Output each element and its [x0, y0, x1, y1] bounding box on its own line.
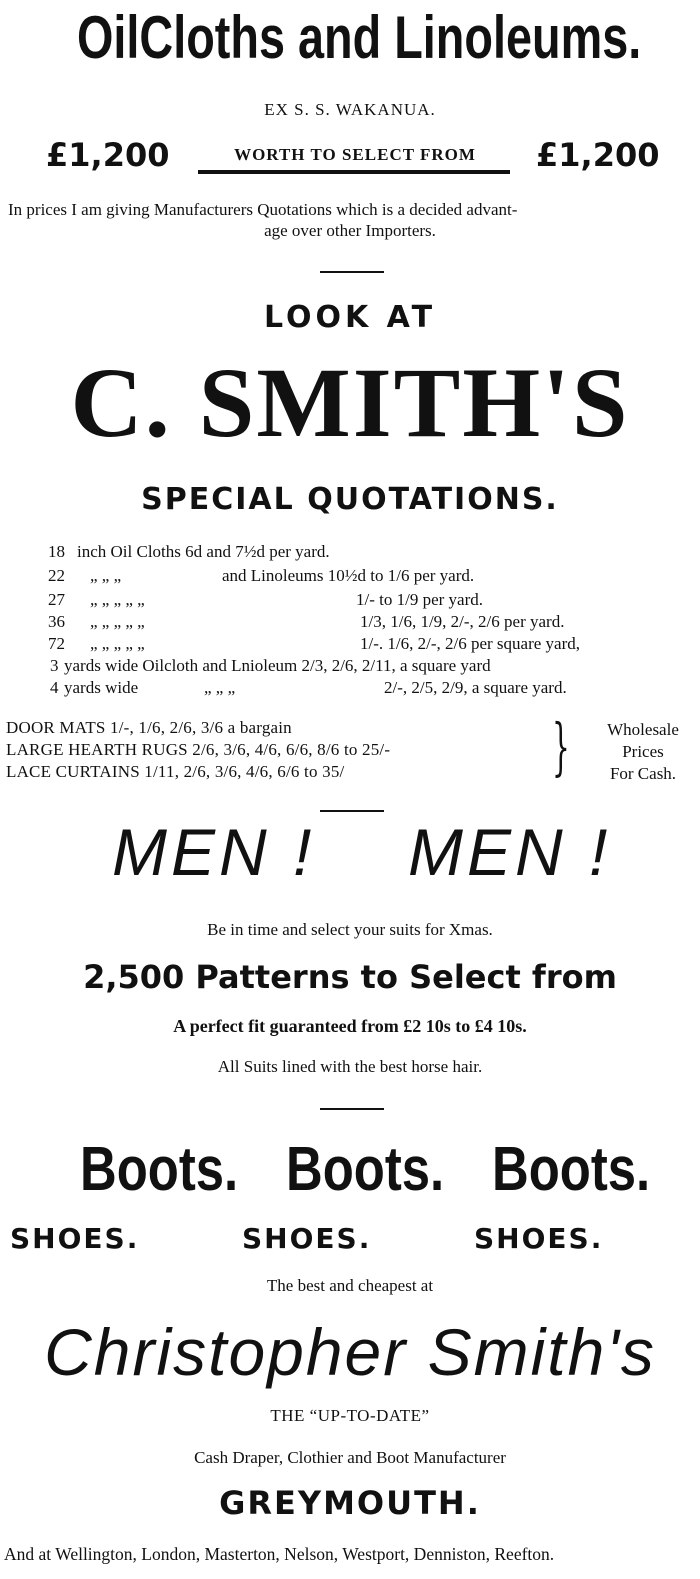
- quote-size: 4: [50, 678, 59, 697]
- quote-row: [0, 566, 700, 588]
- quote-ditto: „ „ „: [204, 678, 236, 697]
- ad-title: OilCloths and Linoleums.: [77, 4, 642, 71]
- boots-word: Boots.: [286, 1135, 445, 1204]
- divider: [320, 271, 384, 273]
- quote-size: 36: [48, 612, 65, 631]
- quote-row: [0, 634, 700, 656]
- lined-line: All Suits lined with the best horse hair.: [217, 1057, 483, 1076]
- quote-desc: and Linoleums 10½d to 1/6 per yard.: [222, 566, 475, 585]
- quote-desc: 1/- to 1/9 per yard.: [356, 590, 483, 609]
- ship-line: EX S. S. WAKANUA.: [264, 100, 436, 119]
- boots-word: Boots.: [80, 1135, 239, 1204]
- intro-line-1: In prices I am giving Manufacturers Quotations which is a decided advant-: [8, 200, 518, 219]
- quote-size: 18: [48, 542, 65, 561]
- quote-desc: 1/3, 1/6, 1/9, 2/-, 2/6 per yard.: [360, 612, 565, 631]
- divider: [320, 1108, 384, 1110]
- quote-desc-2: 2/-, 2/5, 2/9, a square yard.: [384, 678, 567, 697]
- quote-row: [0, 612, 700, 634]
- shoes-word: SHOES.: [10, 1222, 140, 1255]
- quote-row: [0, 590, 700, 612]
- fit-line: A perfect fit guaranteed from £2 10s to £4 10s.: [173, 1016, 527, 1036]
- shoes-word: SHOES.: [474, 1222, 604, 1255]
- worth-underline: [198, 170, 510, 174]
- household-line: DOOR MATS 1/-, 1/6, 2/6, 3/6 a bargain: [6, 718, 292, 737]
- quote-ditto: „ „ „ „ „: [90, 590, 145, 609]
- household-line: LARGE HEARTH RUGS 2/6, 3/6, 4/6, 6/6, 8/6 to 25/-: [6, 740, 391, 759]
- quote-size: 27: [48, 590, 65, 609]
- quote-desc: inch Oil Cloths 6d and 7½d per yard.: [77, 542, 330, 561]
- town-heading: GREYMOUTH.: [219, 1484, 481, 1522]
- quote-row: [0, 542, 700, 564]
- special-quotations-heading: SPECIAL QUOTATIONS.: [141, 482, 559, 517]
- divider: [320, 810, 384, 812]
- quote-ditto: „ „ „: [90, 566, 122, 585]
- branches-line: And at Wellington, London, Masterton, Nelson, Westport, Denniston, Reefton.: [4, 1544, 555, 1564]
- quote-ditto: „ „ „ „ „: [90, 612, 145, 631]
- quote-row: [0, 656, 700, 678]
- men-headline-right: MEN !: [408, 815, 612, 889]
- price-right: £1,200: [536, 136, 660, 174]
- quote-desc: yards wide Oilcloth and Lnioleum 2/3, 2/6, 2/11, a square yard: [64, 656, 491, 675]
- shoes-word: SHOES.: [242, 1222, 372, 1255]
- quote-size: 72: [48, 634, 65, 653]
- men-line-1: Be in time and select your suits for Xmas.: [207, 920, 493, 939]
- look-at-heading: LOOK AT: [263, 300, 437, 335]
- quote-desc: 1/-. 1/6, 2/-, 2/6 per square yard,: [360, 634, 580, 653]
- wholesale-line: For Cash.: [609, 764, 677, 783]
- christopher-smith-name: Christopher Smith's: [44, 1315, 656, 1389]
- best-line: The best and cheapest at: [266, 1276, 434, 1295]
- quote-desc: yards wide: [64, 678, 139, 697]
- quote-ditto: „ „ „ „ „: [90, 634, 145, 653]
- men-headline-left: MEN !: [112, 815, 316, 889]
- quote-size: 22: [48, 566, 65, 585]
- brace-mark: }: [552, 710, 570, 783]
- up-to-date-line: THE “UP-TO-DATE”: [270, 1406, 430, 1425]
- boots-word: Boots.: [492, 1135, 651, 1204]
- trade-line: Cash Draper, Clothier and Boot Manufacturer: [194, 1448, 506, 1467]
- worth-label: WORTH TO SELECT FROM: [234, 145, 476, 164]
- quote-size: 3: [50, 656, 59, 675]
- patterns-heading: 2,500 Patterns to Select from: [83, 958, 617, 996]
- price-left: £1,200: [46, 136, 170, 174]
- smith-name: C. SMITH'S: [70, 347, 630, 458]
- wholesale-line: Wholesale: [607, 720, 679, 739]
- wholesale-line: Prices: [622, 742, 664, 761]
- household-line: LACE CURTAINS 1/11, 2/6, 3/6, 4/6, 6/6 to 35/: [6, 762, 345, 781]
- quote-row: [0, 678, 700, 700]
- intro-line-2: age over other Importers.: [264, 221, 436, 240]
